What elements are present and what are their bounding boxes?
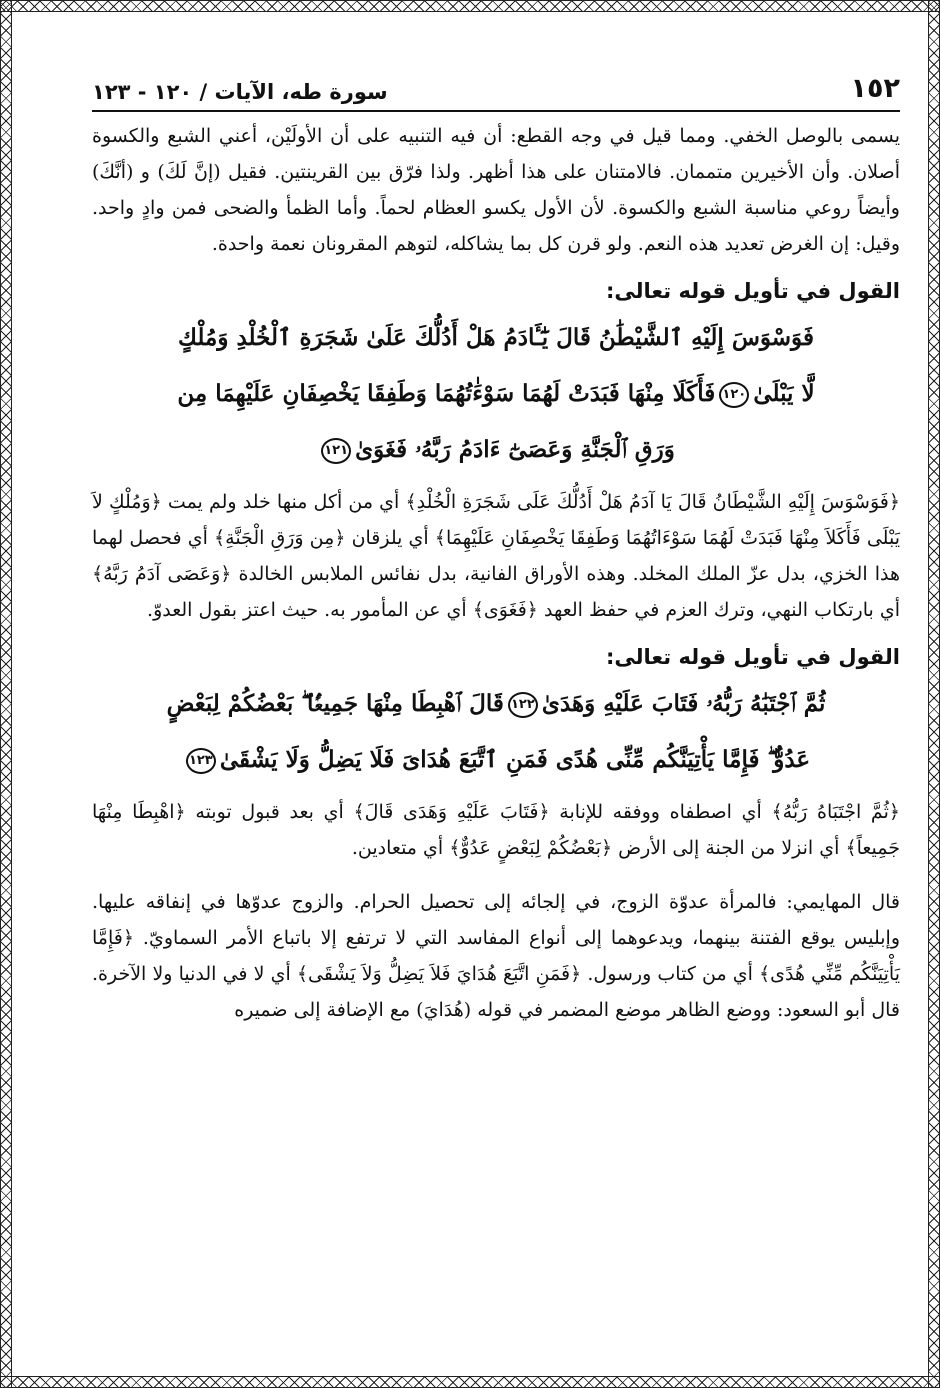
spacer xyxy=(92,866,900,878)
running-title: سورة طه، الآيات / ١٢٠ - ١٢٣ xyxy=(92,80,388,104)
section-heading-1: القول في تأويل قوله تعالى: xyxy=(606,279,900,303)
quran-verse-block-1 xyxy=(92,310,900,478)
page-content xyxy=(92,68,900,1028)
paragraph-1: يسمى بالوصل الخفي. ومما قيل في وجه القطع: أن فيه التنبيه على أن الأولَيْن، أعني الشبع والكسوة أصلان. وأن الأخيرين متممان. فالامتنان على هذا أظهر. ولذا فرّق بين القرينتين. فقيل (إنَّ لَكَ) و (أنَّكَ) وأيضاً روعي مناسبة الشبع والكسوة. لأن الأول يكسو العظام لحماً. وأما الظمأ والضحى فمن وادٍ واحد. وقيل: إن الغرض تعديد هذه النعم. ولو قرن كل بما يشاكله، لتوهم المقرونان نعمة واحدة. xyxy=(92,125,900,255)
paragraph-2: ﴿فَوَسْوَسَ إِلَيْهِ الشَّيْطَانُ قَالَ يَا آدَمُ هَلْ أَدُلُّكَ عَلَى شَجَرَةِ الْخُلْدِ﴾ أي من أكل منها خلد ولم يمت ﴿وَمُلْكٍ لاَ يَبْلَى فَأَكَلاَ مِنْهَا فَبَدَتْ لَهُمَا سَوْءَاتُهُمَا وَطَفِقَا يَخْصِفَانِ عَلَيْهِمَا﴾ أي يلزقان ﴿مِن وَرَقِ الْجَنَّةِ﴾ أي فحصل لهما هذا الخزي، بدل عزّ الملك المخلد. وهذه الأوراق الفانية، بدل نفائس الملابس الخالدة ﴿وَعَصَى آدَمُ رَبَّهُ﴾ أي بارتكاب النهي، وترك العزم في حفظ العهد ﴿فَغَوَى﴾ أي عن المأمور به. حيث اعتز بقول العدوّ. xyxy=(92,491,900,621)
verse-text: وَرَقِ ٱلْجَنَّةِ وَعَصَىٰٓ ءَادَمُ رَبَّهُۥ فَغَوَىٰ xyxy=(355,436,675,463)
verse-text: لَّا يَبْلَىٰ xyxy=(753,380,815,407)
border-right xyxy=(928,0,940,1388)
verse-text: فَأَكَلَا مِنْهَا فَبَدَتْ لَهُمَا سَوْءَٰتُهُمَا وَطَفِقَا يَخْصِفَانِ عَلَيْهِمَا مِن xyxy=(177,380,716,407)
verse-text: ثُمَّ ٱجْتَبَٰهُ رَبُّهُۥ فَتَابَ عَلَيْهِ وَهَدَىٰ xyxy=(541,690,826,717)
border-left xyxy=(0,0,12,1388)
verse-line xyxy=(96,676,896,732)
section-heading-2: القول في تأويل قوله تعالى: xyxy=(606,645,900,669)
border-top xyxy=(0,0,940,12)
verse-text: عَدُوٌّ ۖ فَإِمَّا يَأْتِيَنَّكُم مِّنِّى هُدًى فَمَنِ ٱتَّبَعَ هُدَاىَ فَلَا يَضِلُّ وَلَا يَشْقَىٰ xyxy=(219,746,811,773)
paragraph-3: ﴿ثُمَّ اجْتَبَاهُ رَبُّهُ﴾ أي اصطفاه ووفقه للإنابة ﴿فَتَابَ عَلَيْهِ وَهَدَى قَالَ﴾ أي بعد قبول توبته ﴿اهْبِطَا مِنْهَا جَمِيعاً﴾ أي انزلا من الجنة إلى الأرض ﴿بَعْضُكُمْ لِبَعْضٍ عَدُوٌّ﴾ أي متعادين. xyxy=(92,801,900,859)
paragraph-4: قال المهايمي: فالمرأة عدوّة الزوج، في إلجائه إلى تحصيل الحرام. والزوج عدوّها في إنفاقه عليها. وإبليس يوقع الفتنة بينهما، ويدعوهما إلى أنواع المفاسد التي لا ترتفع إلا باتباع الأمر السماويّ. ﴿فَإِمَّا يَأْتِيَنَّكُم مِّنِّي هُدًى﴾ أي من كتاب ورسول. ﴿فَمَنِ اتَّبَعَ هُدَايَ فَلاَ يَضِلُّ وَلاَ يَشْقَى﴾ أي لا في الدنيا ولا الآخرة. قال أبو السعود: ووضع الظاهر موضع المضمر في قوله (هُدَايَ) مع الإضافة إلى ضميره xyxy=(92,891,900,1021)
verse-line xyxy=(96,366,896,422)
verse-line xyxy=(96,732,896,788)
page-header xyxy=(92,68,900,112)
ayah-number-marker: ١٢٠ xyxy=(719,382,749,408)
verse-line xyxy=(96,422,896,478)
page-number: ١٥٢ xyxy=(850,73,900,104)
verse-line: فَوَسْوَسَ إِلَيْهِ ٱلشَّيْطَٰنُ قَالَ يَٰٓـَٔادَمُ هَلْ أَدُلُّكَ عَلَىٰ شَجَرَةِ ٱلْخُلْدِ وَمُلْكٍ xyxy=(178,324,814,351)
verse-text: قَالَ ٱهْبِطَا مِنْهَا جَمِيعًۢا ۖ بَعْضُكُمْ لِبَعْضٍ xyxy=(166,690,504,717)
ayah-number-marker: ١٢٣ xyxy=(186,748,216,774)
quran-verse-block-2 xyxy=(92,676,900,788)
ayah-number-marker: ١٢٢ xyxy=(508,692,538,718)
border-bottom xyxy=(0,1376,940,1388)
ayah-number-marker: ١٢١ xyxy=(321,438,351,464)
